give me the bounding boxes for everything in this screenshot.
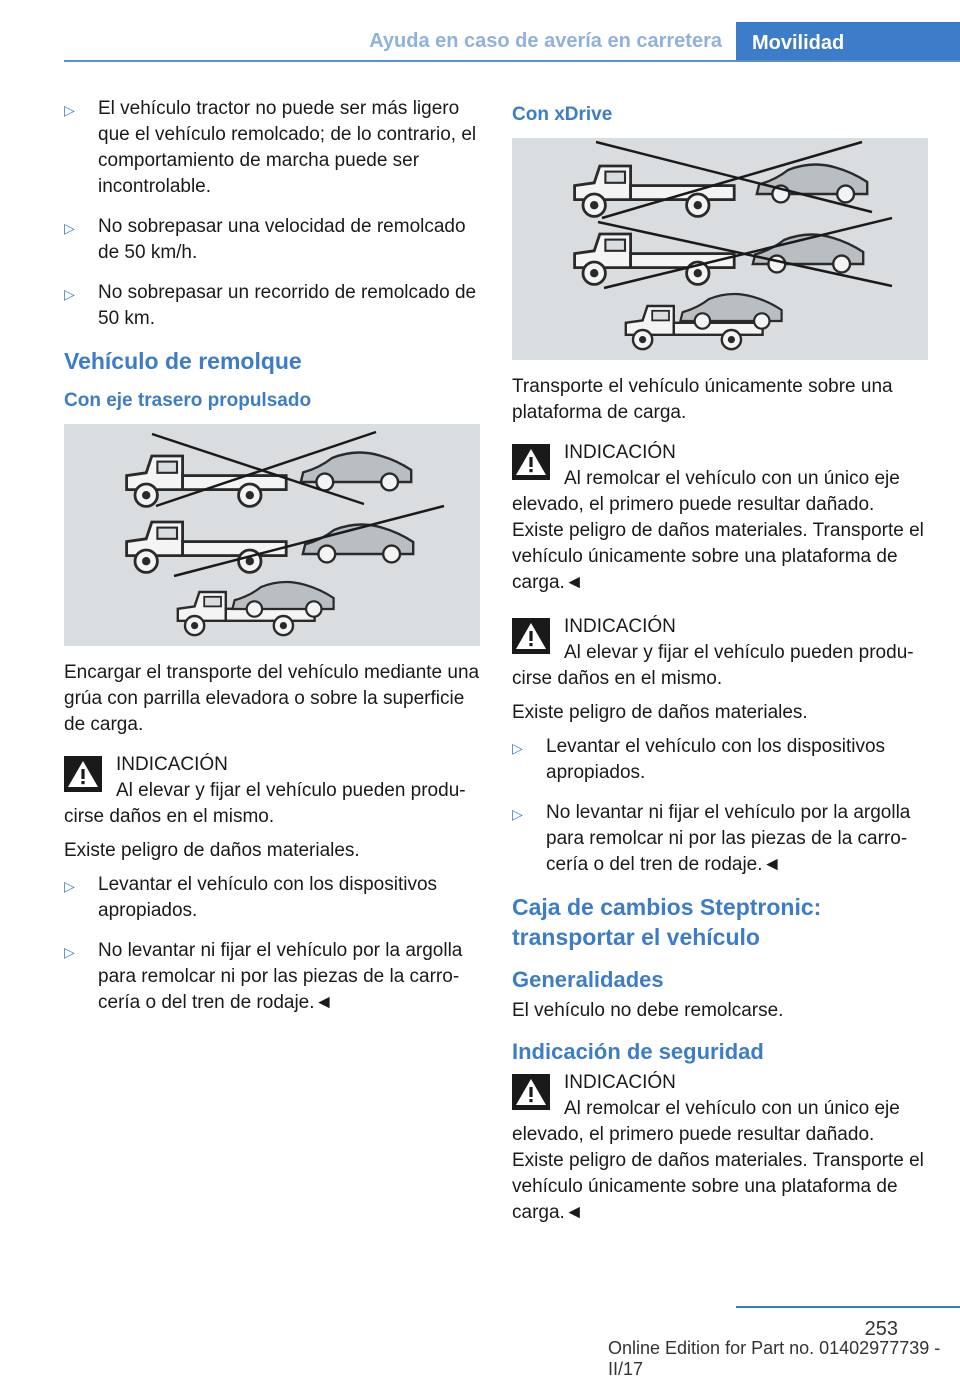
right-column: [512, 96, 928, 1234]
warning-title: INDICACIÓN: [564, 1072, 676, 1093]
triangle-right-icon: ▷: [64, 102, 75, 118]
towing-xdrive-figure: [512, 138, 928, 360]
towing-rear-drive-figure: [64, 424, 480, 646]
triangle-right-icon: ▷: [64, 220, 75, 236]
list-item: ▷ Levantar el vehículo con los dispositivos apropiados.: [64, 872, 480, 924]
triangle-right-icon: ▷: [64, 878, 75, 894]
warning-title: INDICACIÓN: [564, 442, 676, 463]
warning-title: INDICACIÓN: [564, 616, 676, 637]
subsection-heading: Generalidades: [512, 967, 664, 992]
warning-block: [512, 614, 928, 692]
left-column: [64, 96, 480, 1030]
section-title: Ayuda en caso de avería en carretera: [369, 30, 722, 52]
list-item: ▷ No sobrepasar un recorrido de remolcado de 50 km.: [64, 280, 480, 332]
warning-title: INDICACIÓN: [116, 754, 228, 775]
warning-text: Al remolcar el vehículo con un único eje elevado, el primero puede resultar dañado. Existe peligro de daños materiales. Transporte el vehículo únicamente sobre una plataforma de carga.◄: [512, 1098, 924, 1223]
subsection-heading: Con eje trasero propulsado: [64, 390, 312, 411]
body-text: Transporte el vehículo únicamente sobre una plataforma de carga.: [512, 376, 893, 423]
triangle-right-icon: ▷: [512, 806, 523, 822]
damage-note: Existe peligro de daños materiales.: [512, 702, 808, 723]
warning-text: Al elevar y fijar el vehículo pueden producirse daños en el mismo.: [512, 642, 914, 689]
header-rule: [64, 60, 960, 62]
warning-text: Al elevar y fijar el vehículo pueden producirse daños en el mismo.: [64, 780, 466, 827]
triangle-right-icon: ▷: [64, 286, 75, 302]
triangle-right-icon: ▷: [512, 740, 523, 756]
warning-triangle-icon: [512, 1074, 550, 1110]
section-heading: Vehículo de remolque: [64, 348, 302, 374]
triangle-right-icon: ▷: [64, 944, 75, 960]
chapter-tab: Movilidad: [736, 22, 960, 62]
damage-note: Existe peligro de daños materiales.: [64, 840, 360, 861]
warning-block: [64, 752, 480, 830]
section-heading: Caja de cambios Steptronic: transportar el vehículo: [512, 894, 822, 950]
body-text: El vehículo no debe remolcarse.: [512, 1000, 784, 1021]
edition-note: Online Edition for Part no. 01402977739 - II/17: [608, 1338, 941, 1379]
list-item: ▷ Levantar el vehículo con los dispositivos apropiados.: [512, 734, 928, 786]
list-item: ▷ El vehículo tractor no puede ser más ligero que el vehículo remolcado; de lo contrario, el comportamiento de marcha puede ser incontrolable.: [64, 96, 480, 200]
warning-triangle-icon: [512, 618, 550, 654]
footer-rule: [736, 1306, 960, 1308]
warning-triangle-icon: [64, 756, 102, 792]
warning-text: Al remolcar el vehículo con un único eje elevado, el primero puede resultar dañado. Existe peligro de daños materiales. Transporte el vehículo únicamente sobre una plataforma de carga.◄: [512, 468, 924, 593]
list-item: ▷ No levantar ni fijar el vehículo por la argolla para remolcar ni por las piezas de la carrocería o del tren de rodaje.◄: [512, 800, 928, 878]
list-item: ▷ No sobrepasar una velocidad de remolcado de 50 km/h.: [64, 214, 480, 266]
warning-triangle-icon: [512, 444, 550, 480]
warning-block: [512, 440, 928, 596]
subsection-heading: Indicación de seguridad: [512, 1039, 764, 1064]
page-number: 253: [864, 1318, 898, 1340]
subsection-heading: Con xDrive: [512, 104, 613, 125]
body-text: Encargar el transporte del vehículo mediante una grúa con parrilla elevadora o sobre la superficie de carga.: [64, 662, 480, 735]
warning-block: [512, 1070, 928, 1226]
list-item: ▷ No levantar ni fijar el vehículo por la argolla para remolcar ni por las piezas de la carrocería o del tren de rodaje.◄: [64, 938, 480, 1016]
